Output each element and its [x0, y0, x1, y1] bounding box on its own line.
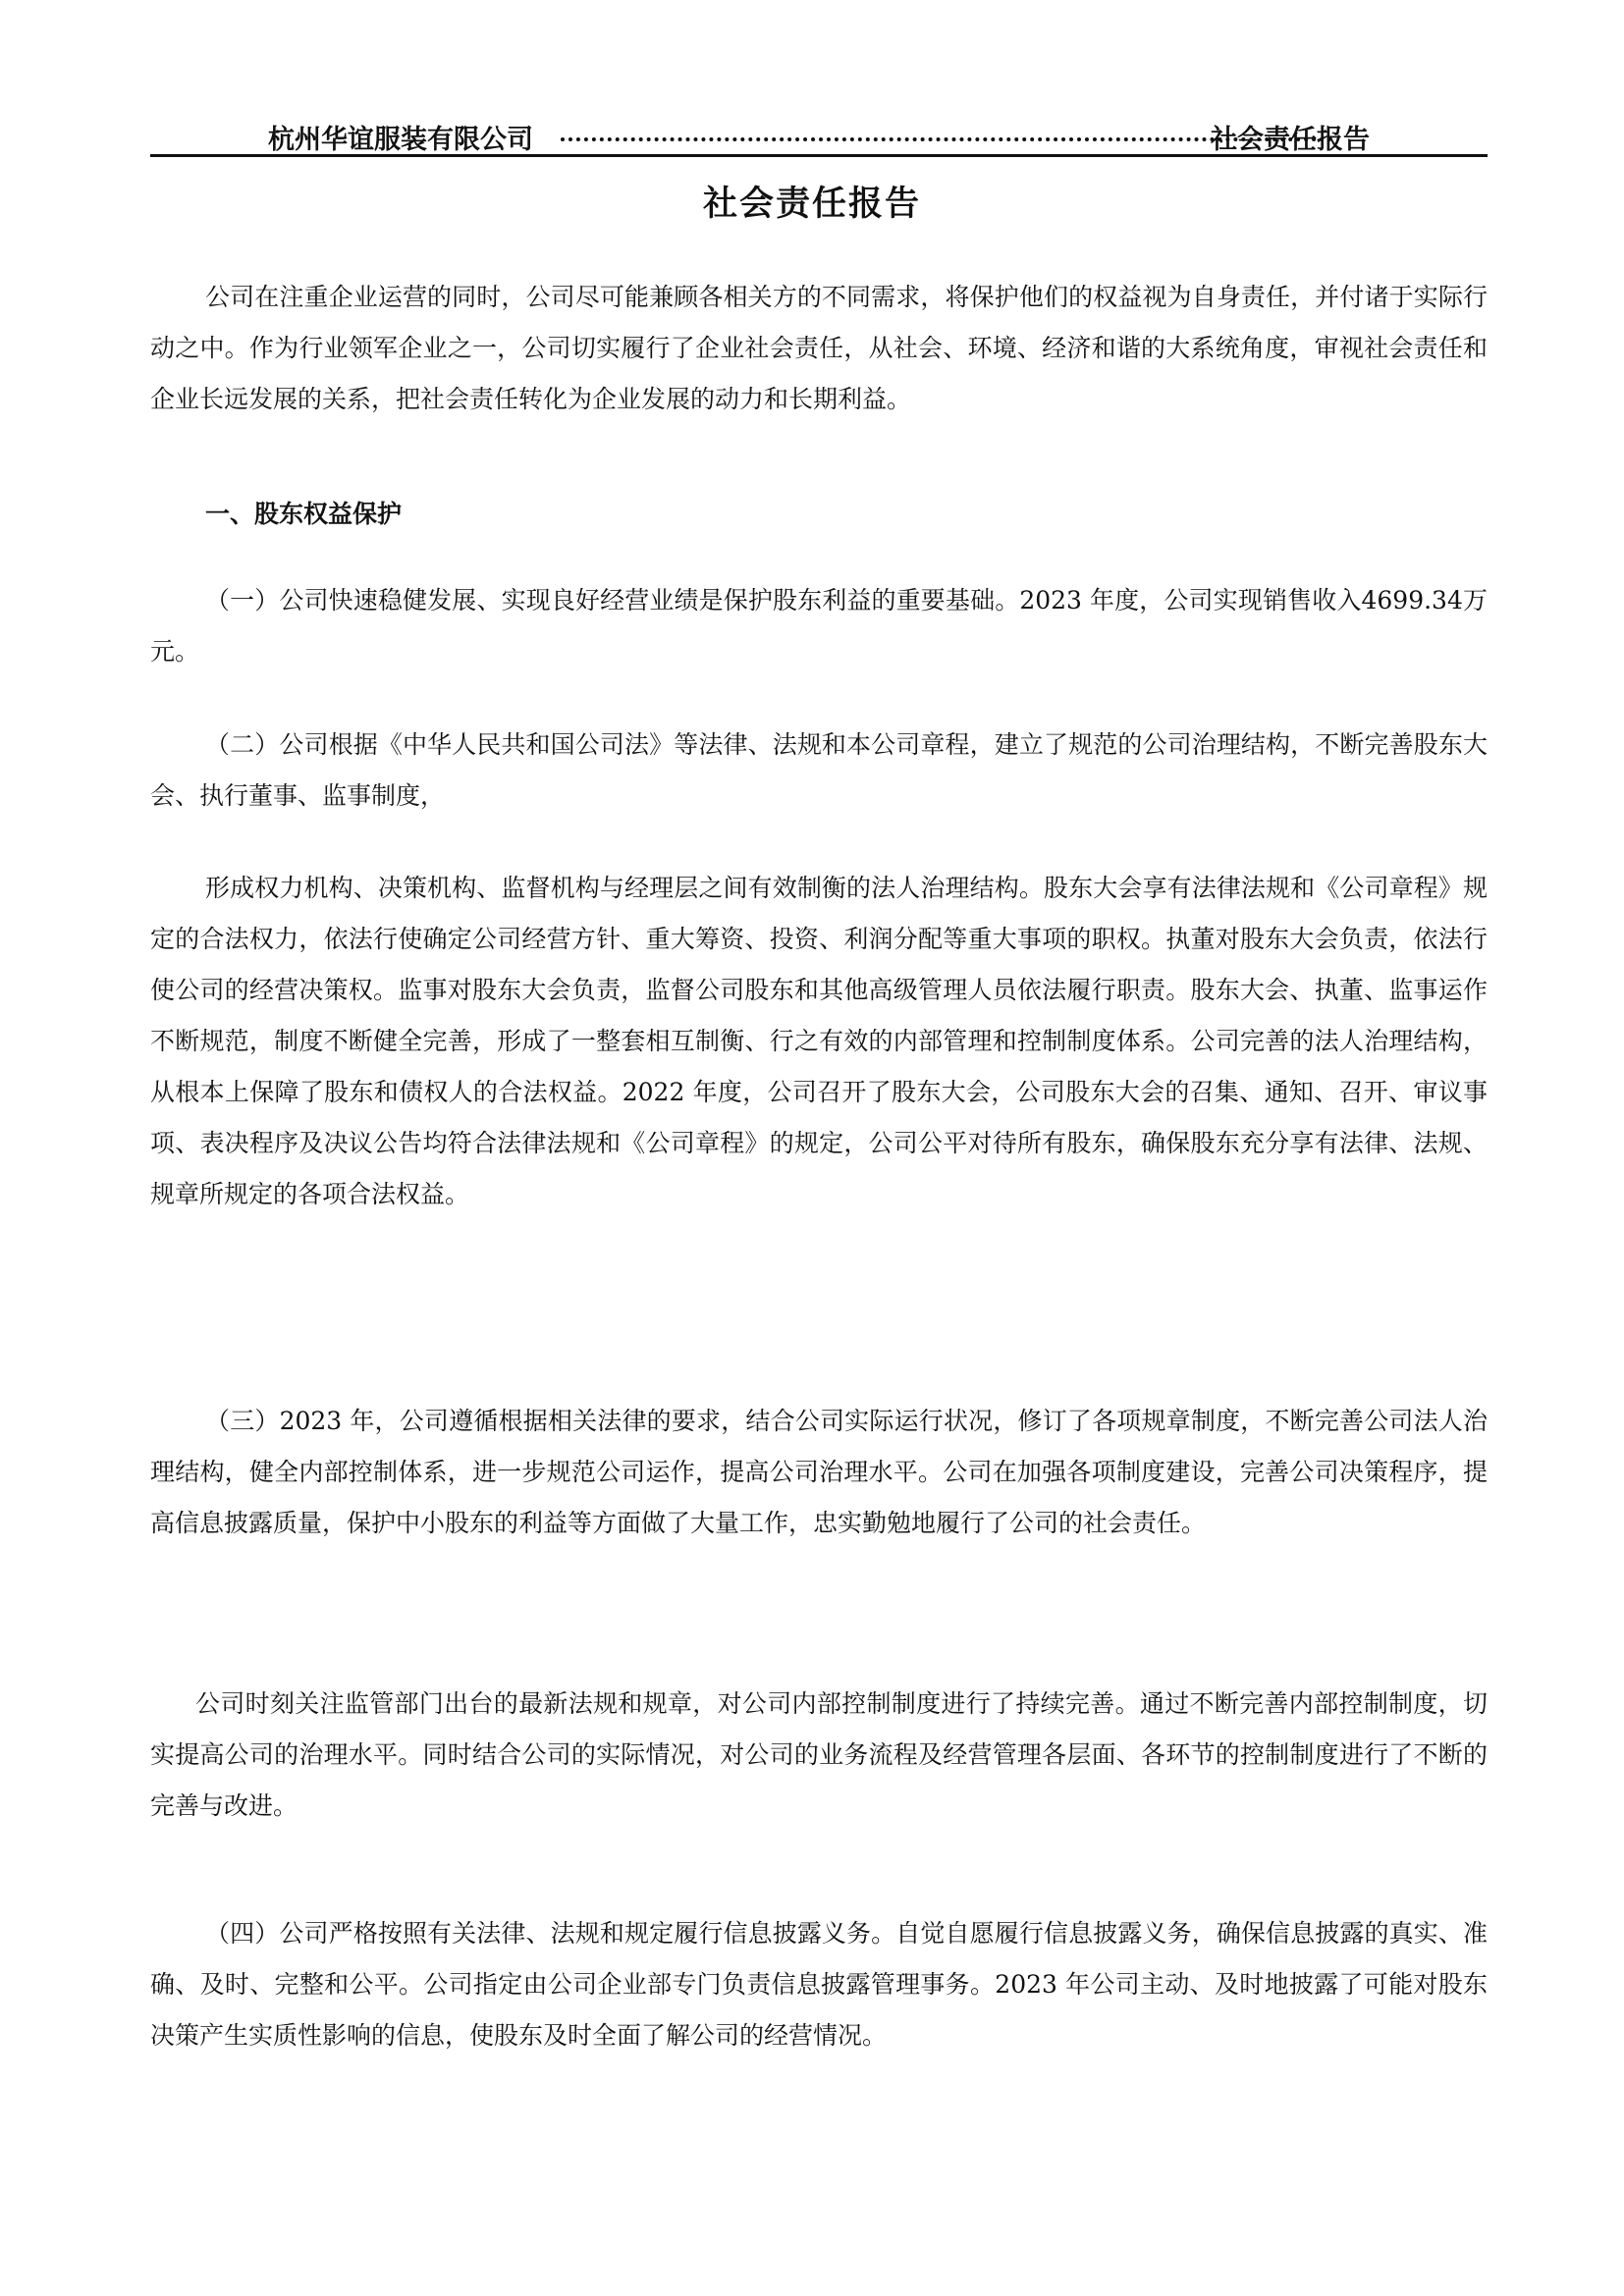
header-company-name: 杭州华谊服装有限公司: [268, 125, 533, 155]
paragraph-governance-structure: （二）公司根据《中华人民共和国公司法》等法律、法规和本公司章程，建立了规范的公司治理结构，不断完善股东大会、执行董事、监事制度，: [150, 730, 1488, 810]
header-report-name: 社会责任报告: [1211, 125, 1370, 155]
paragraph-sales-revenue: （一）公司快速稳健发展、实现良好经营业绩是保护股东利益的重要基础。2023 年度，公司实现销售收入4699.34万元。: [150, 586, 1488, 666]
paragraph-information-disclosure: （四）公司严格按照有关法律、法规和规定履行信息披露义务。自觉自愿履行信息披露义务，确保信息披露的真实、准确、及时、完整和公平。公司指定由公司企业部专门负责信息披露管理事务。2023 年公司主动、及时地披露了可能对股东决策产生实质性影响的信息，使股东及时全面了解公司的经营情况。: [150, 1919, 1488, 2050]
paragraph-checks-and-balances: 形成权力机构、决策机构、监督机构与经理层之间有效制衡的法人治理结构。股东大会享有法律法规和《公司章程》规定的合法权力，依法行使确定公司经营方针、重大筹资、投资、利润分配等重大事项的职权。执董对股东大会负责，依法行使公司的经营决策权。监事对股东大会负责，监督公司股东和其他高级管理人员依法履行职责。股东大会、执董、监事运作不断规范，制度不断健全完善，形成了一整套相互制衡、行之有效的内部管理和控制制度体系。公司完善的法人治理结构，从根本上保障了股东和债权人的合法权益。2022 年度，公司召开了股东大会，公司股东大会的召集、通知、召开、审议事项、表决程序及决议公告均符合法律法规和《公司章程》的规定，公司公平对待所有股东，确保股东充分享有法律、法规、规章所规定的各项合法权益。: [150, 874, 1488, 1208]
page-header: [150, 112, 1488, 157]
intro-paragraph: 公司在注重企业运营的同时，公司尽可能兼顾各相关方的不同需求，将保护他们的权益视为自身责任，并付诸于实际行动之中。作为行业领军企业之一，公司切实履行了企业社会责任，从社会、环境、经济和谐的大系统角度，审视社会责任和企业长远发展的关系，把社会责任转化为企业发展的动力和长期利益。: [150, 283, 1488, 413]
document-title: 社会责任报告: [702, 185, 921, 224]
paragraph-regulations-2023: （三）2023 年，公司遵循根据相关法律的要求，结合公司实际运行状况，修订了各项规章制度，不断完善公司法人治理结构，健全内部控制体系，进一步规范公司运作，提高公司治理水平。公司在加强各项制度建设，完善公司决策程序，提高信息披露质量，保护中小股东的利益等方面做了大量工作，忠实勤勉地履行了公司的社会责任。: [150, 1407, 1488, 1537]
paragraph-internal-controls: 公司时刻关注监管部门出台的最新法规和规章，对公司内部控制制度进行了持续完善。通过不断完善内部控制制度，切实提高公司的治理水平。同时结合公司的实际情况，对公司的业务流程及经营管理各层面、各环节的控制制度进行了不断的完善与改进。: [150, 1689, 1488, 1820]
section-heading-shareholder-rights: 一、股东权益保护: [205, 500, 403, 528]
